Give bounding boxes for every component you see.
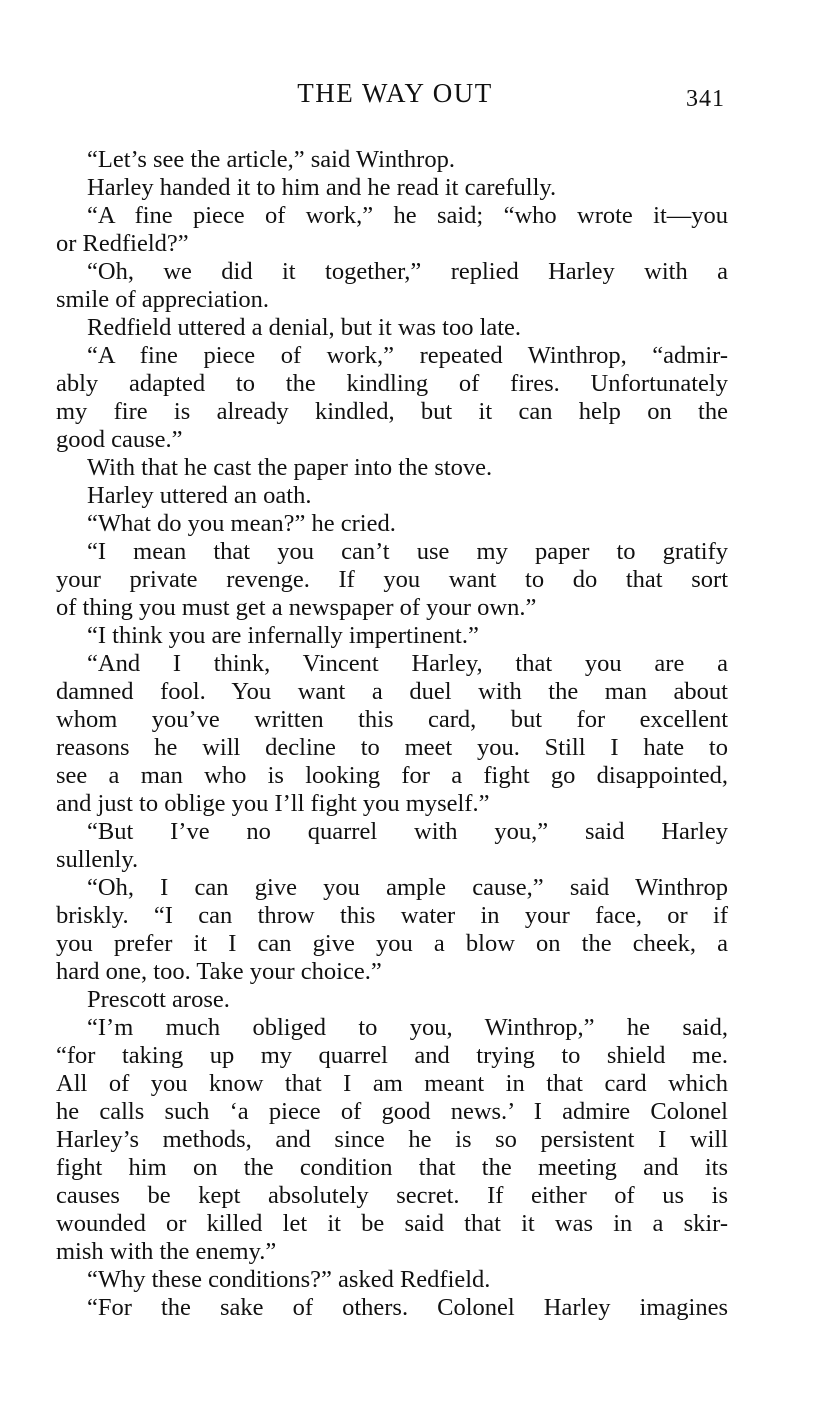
text-line: With that he cast the paper into the stove. [87, 454, 493, 481]
text-line: damned fool. You want a duel with the man about [56, 678, 728, 705]
text-line: Harley uttered an oath. [87, 482, 312, 509]
text-line: Harley’s methods, and since he is so persistent I will [56, 1126, 728, 1153]
text-line: you prefer it I can give you a blow on the cheek, a [56, 930, 728, 957]
text-line: “A fine piece of work,” repeated Winthrop, “admir- [87, 342, 728, 369]
text-line: mish with the enemy.” [56, 1238, 277, 1265]
text-line: good cause.” [56, 426, 183, 453]
body-text [56, 146, 728, 1322]
text-line: of thing you must get a newspaper of your own.” [56, 594, 537, 621]
text-line: Harley handed it to him and he read it carefully. [87, 174, 557, 201]
running-title: THE WAY OUT [297, 78, 493, 108]
text-line: “Let’s see the article,” said Winthrop. [87, 146, 455, 173]
text-line: ably adapted to the kindling of fires. Unfortunately [56, 370, 728, 397]
page-number: 341 [686, 86, 725, 112]
text-line: “I’m much obliged to you, Winthrop,” he said, [87, 1014, 728, 1041]
text-line: briskly. “I can throw this water in your face, or if [56, 902, 728, 929]
text-line: causes be kept absolutely secret. If either of us is [56, 1182, 728, 1209]
text-line: Prescott arose. [87, 986, 230, 1013]
text-line: hard one, too. Take your choice.” [56, 958, 382, 985]
text-line: sullenly. [56, 846, 139, 873]
text-line: wounded or killed let it be said that it was in a skir- [56, 1210, 728, 1237]
text-line: reasons he will decline to meet you. Still I hate to [56, 734, 728, 761]
text-line: he calls such ‘a piece of good news.’ I admire Colonel [56, 1098, 728, 1125]
text-line: my fire is already kindled, but it can help on the [56, 398, 728, 425]
text-line: and just to oblige you I’ll fight you myself.” [56, 790, 490, 817]
text-line: “Oh, I can give you ample cause,” said Winthrop [87, 874, 728, 901]
text-line: or Redfield?” [56, 230, 189, 257]
text-line: “For the sake of others. Colonel Harley imagines [87, 1294, 728, 1321]
text-line: see a man who is looking for a fight go disappointed, [56, 762, 728, 789]
text-line: “A fine piece of work,” he said; “who wrote it—you [87, 202, 728, 229]
text-line: “What do you mean?” he cried. [87, 510, 396, 537]
text-line: “for taking up my quarrel and trying to shield me. [56, 1042, 728, 1069]
text-line: your private revenge. If you want to do that sort [56, 566, 728, 593]
text-line: “And I think, Vincent Harley, that you are a [87, 650, 728, 677]
text-line: “But I’ve no quarrel with you,” said Harley [87, 818, 728, 845]
text-line: Redfield uttered a denial, but it was too late. [87, 314, 522, 341]
text-line: “I think you are infernally impertinent.” [87, 622, 479, 649]
text-line: fight him on the condition that the meeting and its [56, 1154, 728, 1181]
text-line: All of you know that I am meant in that card which [56, 1070, 728, 1097]
text-line: whom you’ve written this card, but for excellent [56, 706, 728, 733]
text-line: “Oh, we did it together,” replied Harley with a [87, 258, 728, 285]
text-line: smile of appreciation. [56, 286, 269, 313]
text-line: “I mean that you can’t use my paper to gratify [87, 538, 728, 565]
text-line: “Why these conditions?” asked Redfield. [87, 1266, 491, 1293]
